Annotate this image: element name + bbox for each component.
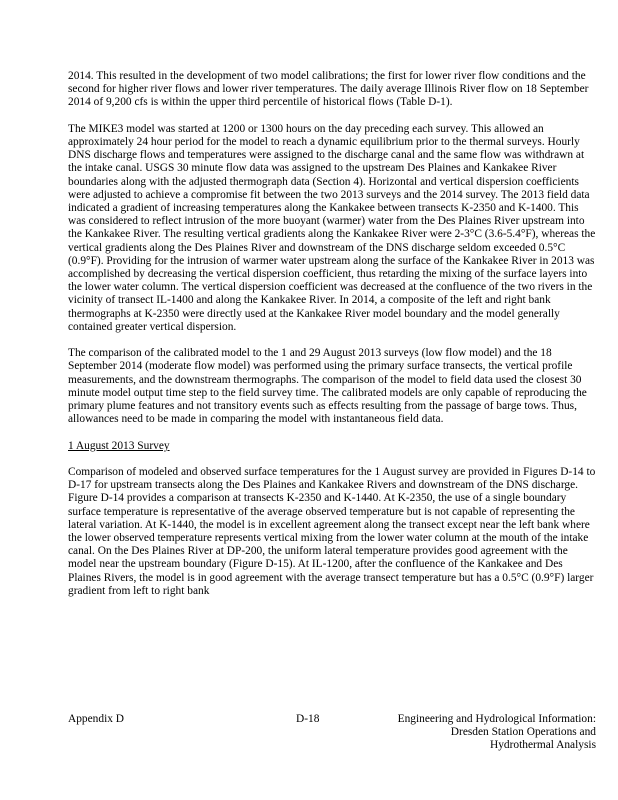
footer-appendix-label: Appendix D	[68, 713, 124, 725]
footer-title-line: Engineering and Hydrological Information:	[397, 713, 596, 725]
paragraph-calibration: 2014. This resulted in the development of two model calibrations; the first for lower river flow conditions and the second for higher river flows and lower river temperatures. The daily average Illinois River flow on 18 September 2014 of 9,200 cfs is within the upper third percentile of historical flows (Table D-1).	[68, 70, 589, 109]
footer-title-line: Dresden Station Operations and	[450, 726, 596, 739]
footer-document-title	[398, 713, 596, 753]
footer-page-number: D-18	[296, 713, 320, 725]
footer-title-line: Hydrothermal Analysis	[490, 739, 596, 752]
paragraph-mike3-model: The MIKE3 model was started at 1200 or 1300 hours on the day preceding each survey. This allowed an approximately 24 hour period for the model to reach a dynamic equilibrium prior to the thermal surveys. Hourly DNS discharge flows and temperatures were assigned to the discharge canal and the same flow was withdrawn at the intake canal. USGS 30 minute flow data was assigned to the upstream Des Plaines and Kankakee River boundaries along with the adjusted thermograph data (Section 4). Horizontal and vertical dispersion coefficients were adjusted to achieve a compromise fit between the two 2013 surveys and the 2014 survey. The 2013 field data indicated a gradient of increasing temperatures along the Kankakee between transects K-2350 and K-1400. This was considered to reflect intrusion of the more buoyant (warmer) water from the Des Plaines River upstream into the Kankakee River. The resulting vertical gradients along the Kankakee River were 2-3°C (3.6-5.4°F), whereas the vertical gradients along the Des Plaines River and downstream of the DNS discharge seldom exceeded 0.5°C (0.9°F). Providing for the intrusion of warmer water upstream along the surface of the Kankakee River in 2013 was accomplished by decreasing the vertical dispersion coefficient, thus retarding the mixing of the surface layers into the lower water column. The vertical dispersion coefficient was decreased at the confluence of the two rivers in the vicinity of transect IL-1400 and along the Kankakee River. In 2014, a composite of the left and right bank thermographs at K-2350 were directly used at the Kankakee River model boundary and the model generally contained greater vertical dispersion.	[68, 122, 596, 333]
section-heading: 1 August 2013 Survey	[68, 439, 170, 452]
paragraph-comparison: The comparison of the calibrated model to the 1 and 29 August 2013 surveys (low flow model) and the 18 September 2014 (moderate flow model) was performed using the primary surface transects, the vertical profile measurements, and the downstream thermographs. The comparison of the model to field data used the closest 30 minute model output time step to the field survey time. The calibrated models are only capable of reproducing the primary plume features and not transitory events such as effects resulting from the passage of barge tows. Thus, allowances need to be made in comparing the model with instantaneous field data.	[68, 347, 587, 426]
paragraph-1-august-survey: Comparison of modeled and observed surface temperatures for the 1 August survey are provided in Figures D-14 to D-17 for upstream transects along the Des Plaines and Kankakee Rivers and downstream of the DNS discharge. Figure D-14 provides a comparison at transects K-2350 and K-1440. At K-2350, the use of a single boundary surface temperature is representative of the average observed temperature but is not capable of representing the lateral variation. At K-1440, the model is in excellent agreement along the transect except near the left bank where the lower observed temperature represents vertical mixing from the lower water column at the mouth of the intake canal. On the Des Plaines River at DP-200, the uniform lateral temperature provides good agreement with the model near the upstream boundary (Figure D-15). At IL-1200, after the confluence of the Kankakee and Des Plaines Rivers, the model is in good agreement with the average transect temperature but has a 0.5°C (0.9°F) larger gradient from left to right bank	[68, 466, 596, 597]
body-text	[68, 70, 596, 611]
